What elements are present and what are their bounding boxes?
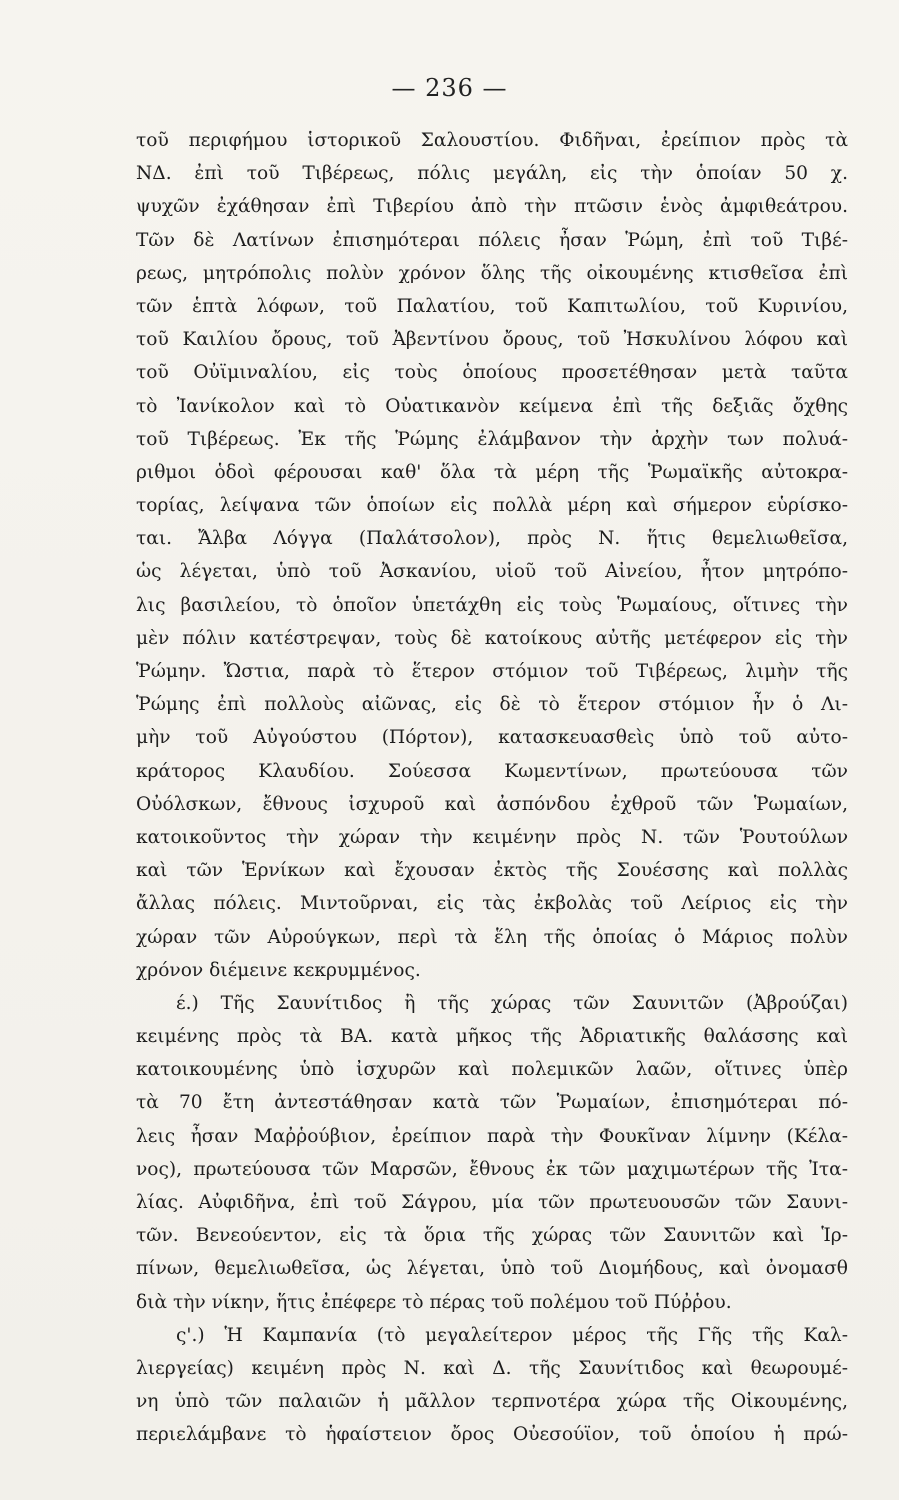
text-line: τοῦ Τιβέρεως. Ἐκ τῆς Ῥώμης ἐλάμβανον τὴν ἀρχὴν των πολυά-	[136, 428, 848, 450]
text-line: κατοικουμένης ὑπὸ ἰσχυρῶν καὶ πολεμικῶν λαῶν, οἵτινες ὑπὲρ	[136, 1059, 848, 1081]
text-line: μὲν πόλιν κατέστρεψαν, τοὺς δὲ κατοίκους αὐτῆς μετέφερον εἰς τὴν	[136, 627, 848, 649]
text-line: λις βασιλείου, τὸ ὁποῖον ὑπετάχθη εἰς τοὺς Ῥωμαίους, οἵτινες τὴν	[136, 594, 848, 616]
text-line: νος), πρωτεύουσα τῶν Μαρσῶν, ἔθνους ἐκ τῶν μαχιμωτέρων τῆς Ἰτα-	[136, 1158, 848, 1180]
text-line: ὡς λέγεται, ὑπὸ τοῦ Ἀσκανίου, υἱοῦ τοῦ Αἰνείου, ἦτον μητρόπο-	[136, 561, 848, 583]
text-line: ς'.) Ἡ Καμπανία (τὸ μεγαλείτερον μέρος τῆς Γῆς τῆς Καλ-	[176, 1324, 848, 1346]
text-line: νη ὑπὸ τῶν παλαιῶν ἡ μᾶλλον τερπνοτέρα χώρα τῆς Οἰκουμένης,	[136, 1391, 848, 1413]
text-line: Ῥώμην. Ὤστια, παρὰ τὸ ἕτερον στόμιον τοῦ Τιβέρεως, λιμὴν τῆς	[136, 661, 848, 682]
text-line: λεις ἦσαν Μαῤῥούβιον, ἐρείπιον παρὰ τὴν Φουκῖναν λίμνην (Κέλα-	[136, 1125, 848, 1147]
page-number: — 236 —	[391, 74, 508, 102]
text-line: τοῦ περιφήμου ἱστορικοῦ Σαλουστίου. Φιδῆναι, ἐρείπιον πρὸς τὰ	[136, 130, 848, 151]
text-line: Ῥώμης ἐπὶ πολλοὺς αἰῶνας, εἰς δὲ τὸ ἕτερον στόμιον ἦν ὁ Λι-	[136, 694, 848, 716]
text-line: λίας. Αὐφιδῆνα, ἐπὶ τοῦ Σάγρου, μία τῶν πρωτευουσῶν τῶν Σαυνι-	[136, 1192, 848, 1213]
text-line: λιεργείας) κειμένη πρὸς Ν. καὶ Δ. τῆς Σαυνίτιδος καὶ θεωρουμέ-	[136, 1357, 848, 1379]
body-text	[136, 124, 848, 1452]
text-line: τῶν ἑπτὰ λόφων, τοῦ Παλατίου, τοῦ Καπιτωλίου, τοῦ Κυρινίου,	[136, 295, 848, 317]
text-line: ρεως, μητρόπολις πολὺν χρόνον ὅλης τῆς οἰκουμένης κτισθεῖσα ἐπὶ	[136, 262, 848, 284]
text-line: ριθμοι ὁδοὶ φέρουσαι καθ' ὅλα τὰ μέρη τῆς Ῥωμαϊκῆς αὐτοκρα-	[136, 461, 848, 483]
text-line: ται. Ἄλβα Λόγγα (Παλάτσολον), πρὸς Ν. ἥτις θεμελιωθεῖσα,	[136, 528, 848, 550]
text-line: μὴν τοῦ Αὐγούστου (Πόρτον), κατασκευασθεὶς ὑπὸ τοῦ αὐτο-	[136, 727, 848, 749]
text-line: Τῶν δὲ Λατίνων ἐπισημότεραι πόλεις ἦσαν Ῥώμη, ἐπὶ τοῦ Τιβέ-	[136, 229, 848, 251]
text-line: διὰ τὴν νίκην, ἥτις ἐπέφερε τὸ πέρας τοῦ πολέμου τοῦ Πύῤῥου.	[136, 1291, 732, 1313]
text-line: καὶ τῶν Ἑρνίκων καὶ ἔχουσαν ἐκτὸς τῆς Σουέσσης καὶ πολλὰς	[136, 860, 848, 882]
text-line: ψυχῶν ἐχάθησαν ἐπὶ Τιβερίου ἀπὸ τὴν πτῶσιν ἑνὸς ἀμφιθεάτρου.	[136, 196, 848, 218]
text-line: ΝΔ. ἐπὶ τοῦ Τιβέρεως, πόλις μεγάλη, εἰς τὴν ὁποίαν 50 χ.	[136, 163, 848, 185]
text-line: περιελάμβανε τὸ ἡφαίστειον ὄρος Οὐεσούϊον, τοῦ ὁποίου ἡ πρώ-	[136, 1424, 848, 1446]
text-line: τὸ Ἰανίκολον καὶ τὸ Οὐατικανὸν κείμενα ἐπὶ τῆς δεξιᾶς ὄχθης	[136, 395, 848, 417]
text-line: κειμένης πρὸς τὰ ΒΑ. κατὰ μῆκος τῆς Ἀδριατικῆς θαλάσσης καὶ	[136, 1026, 848, 1048]
text-line: ἄλλας πόλεις. Μιντοῦρναι, εἰς τὰς ἐκβολὰς τοῦ Λείριος εἰς τὴν	[136, 893, 848, 915]
text-line: χρόνον διέμεινε κεκρυμμένος.	[136, 959, 421, 981]
text-line: τορίας, λείψανα τῶν ὁποίων εἰς πολλὰ μέρη καὶ σήμερον εὑρίσκο-	[136, 495, 848, 517]
text-line: κατοικοῦντος τὴν χώραν τὴν κειμένην πρὸς Ν. τῶν Ῥουτούλων	[136, 826, 848, 848]
text-line: τοῦ Καιλίου ὄρους, τοῦ Ἀβεντίνου ὄρους, τοῦ Ἠσκυλίνου λόφου καὶ	[136, 329, 848, 351]
text-line: έ.) Τῆς Σαυνίτιδος ἢ τῆς χώρας τῶν Σαυνιτῶν (Ἀβρούζαι)	[176, 992, 848, 1014]
text-line: τὰ 70 ἔτη ἀντεστάθησαν κατὰ τῶν Ῥωμαίων, ἐπισημότεραι πό-	[136, 1092, 848, 1114]
text-line: τῶν. Βενεούεντον, εἰς τὰ ὅρια τῆς χώρας τῶν Σαυνιτῶν καὶ Ἱρ-	[136, 1225, 848, 1247]
text-line: χώραν τῶν Αὐρούγκων, περὶ τὰ ἕλη τῆς ὁποίας ὁ Μάριος πολὺν	[136, 926, 848, 948]
text-line: πίνων, θεμελιωθεῖσα, ὡς λέγεται, ὑπὸ τοῦ Διομήδους, καὶ ὀνομασθ	[136, 1258, 848, 1280]
text-line: κράτορος Κλαυδίου. Σούεσσα Κωμεντίνων, πρωτεύουσα τῶν	[136, 760, 848, 782]
text-line: Οὐόλσκων, ἔθνους ἰσχυροῦ καὶ ἀσπόνδου ἐχθροῦ τῶν Ῥωμαίων,	[136, 793, 848, 815]
text-line: τοῦ Οὐϊμιναλίου, εἰς τοὺς ὁποίους προσετέθησαν μετὰ ταῦτα	[136, 362, 848, 384]
